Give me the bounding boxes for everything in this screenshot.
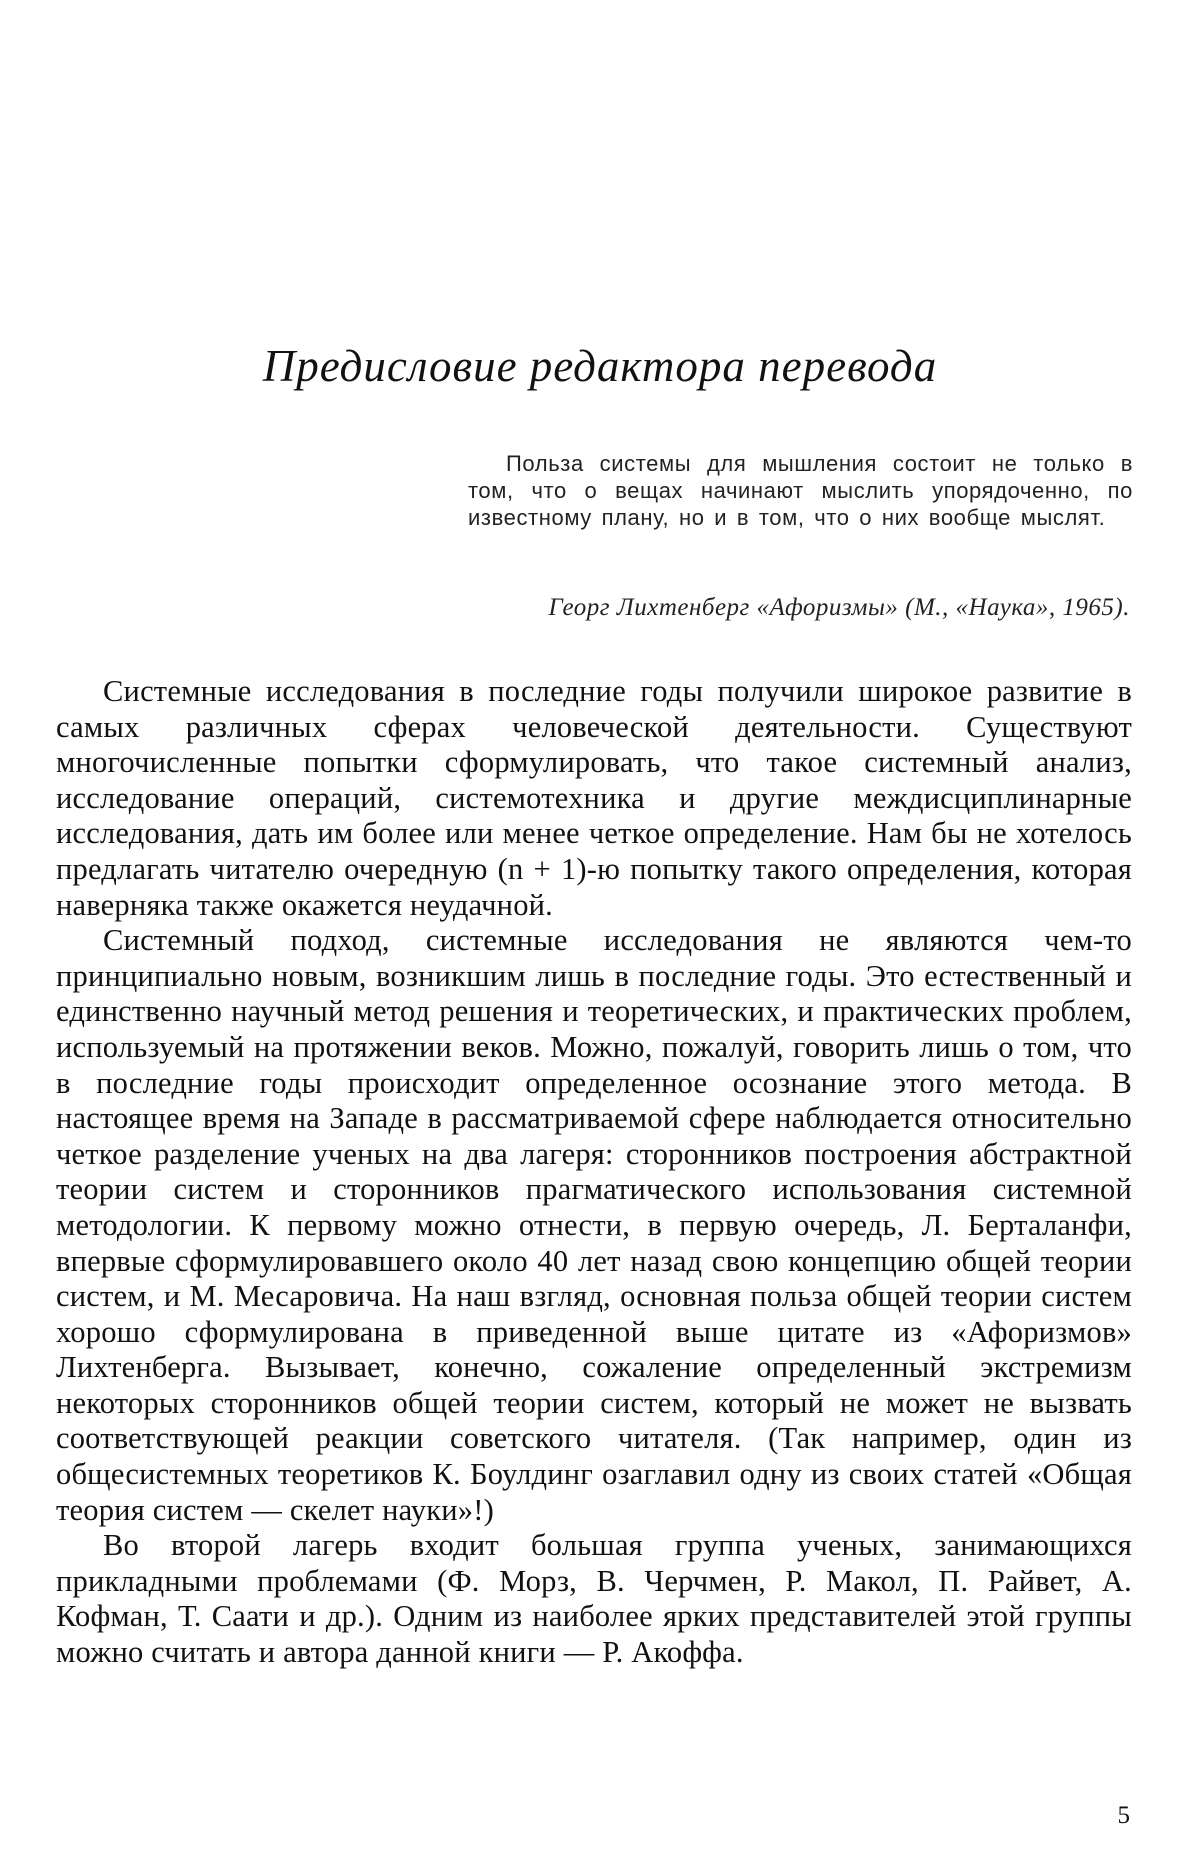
page-title: Предисловие редактора перевода <box>262 341 938 391</box>
epigraph <box>468 450 1133 531</box>
paragraph: Системный подход, системные исследования не являются чем-то принципиально новым, возникшим лишь в последние годы. Это естественный и единственно научный метод решения и теоретических, и практических проблем, используемый на протяжении веков. Можно, пожалуй, говорить лишь о том, что в последние годы происходит определенное осознание этого метода. В настоящее время на Западе в рассматриваемой сфере наблюдается относительно четкое разделение ученых на два лагеря: сторонников построения абстрактной теории систем и сторонников прагматического использования системной методологии. К первому можно отнести, в первую очередь, Л. Берталанфи, впервые сформулировавшего около 40 лет назад свою концепцию общей теории систем, и М. Месаровича. На наш взгляд, основная польза общей теории систем хорошо сформулирована в приведенной выше цитате из «Афоризмов» Лихтенберга. Вызывает, конечно, сожаление определенный экстремизм некоторых сторонников общей теории систем, который не может не вызвать соответствующей реакции советского читателя. (Так например, один из общесистемных теоретиков К. Боулдинг озаглавил одну из своих статей «Общая теория систем — скелет науки»!) <box>56 923 1132 1527</box>
body-text <box>56 674 1132 1671</box>
epigraph-source: Георг Лихтенберг «Афоризмы» (М., «Наука», 1965). <box>548 594 1130 621</box>
page-number: 5 <box>1117 1802 1130 1829</box>
paragraph: Системные исследования в последние годы получили широкое развитие в самых различных сферах человеческой деятельности. Существуют многочисленные попытки сформулировать, что такое системный анализ, исследование операций, системотехника и другие междисциплинарные исследования, дать им более или менее четкое определение. Нам бы не хотелось предлагать читателю очередную (n + 1)-ю попытку такого определения, которая наверняка также окажется неудачной. <box>56 674 1132 922</box>
epigraph-text: Польза системы для мышления состоит не только в том, что о вещах начинают мыслить упорядоченно, по известному плану, но и в том, что о них вообще мыслят. <box>468 451 1133 530</box>
paragraph: Во второй лагерь входит большая группа ученых, занимающихся прикладными проблемами (Ф. Морз, В. Черчмен, Р. Макол, П. Райвет, А. Кофман, Т. Саати и др.). Одним из наиболее ярких представителей этой группы можно считать и автора данной книги — Р. Акоффа. <box>56 1528 1132 1670</box>
